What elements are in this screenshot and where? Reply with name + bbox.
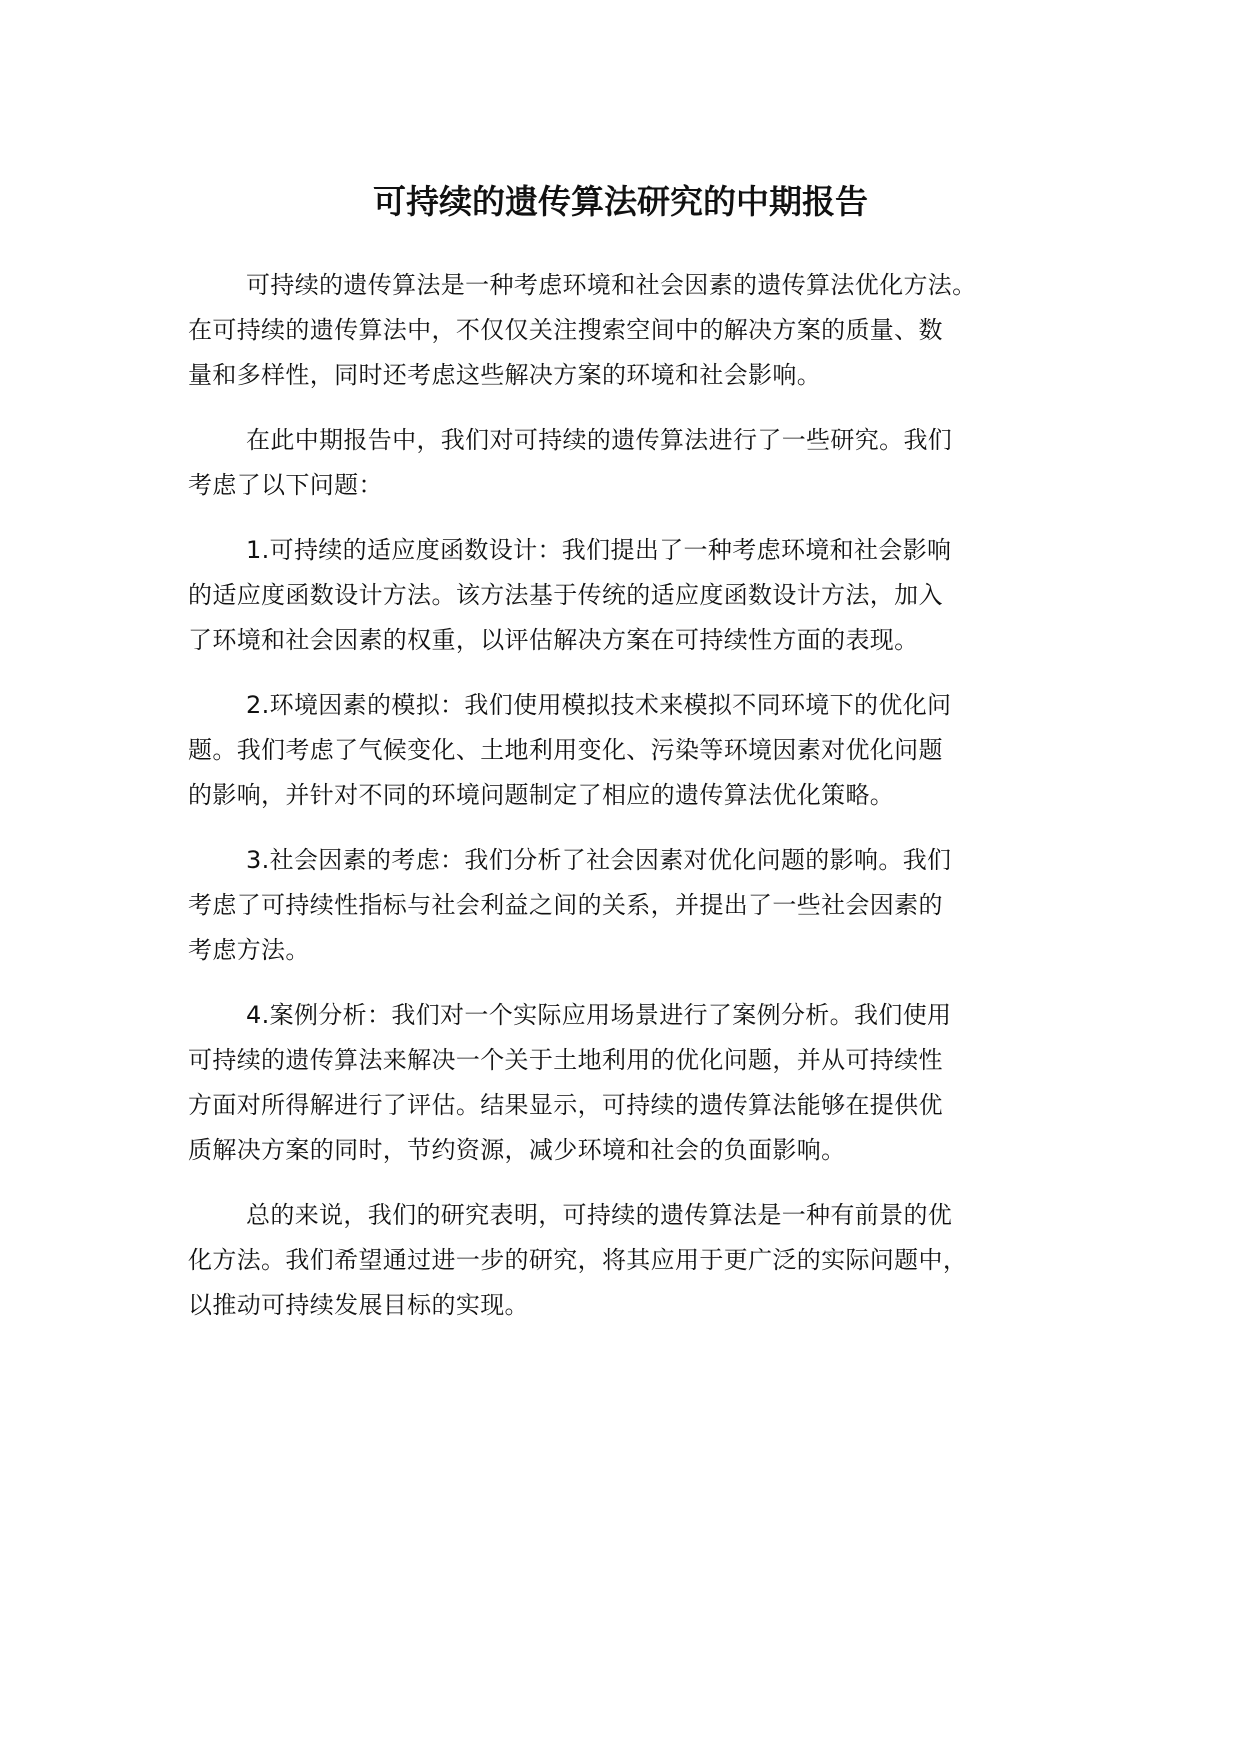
paragraph-line: 题。我们考虑了气候变化、土地利用变化、污染等环境因素对优化问题 — [188, 736, 943, 764]
paragraph-line: 在可持续的遗传算法中，不仅仅关注搜索空间中的解决方案的质量、数 — [188, 316, 943, 344]
paragraph-conclusion — [188, 1193, 1068, 1328]
paragraph-line: 在此中期报告中，我们对可持续的遗传算法进行了一些研究。我们 — [246, 426, 953, 454]
paragraph-line: 可持续的遗传算法是一种考虑环境和社会因素的遗传算法优化方法。 — [246, 271, 977, 299]
paragraph-line: 3.社会因素的考虑：我们分析了社会因素对优化问题的影响。我们 — [246, 846, 952, 874]
paragraph-case-study — [188, 993, 1068, 1173]
paragraph-line: 4.案例分析：我们对一个实际应用场景进行了案例分析。我们使用 — [246, 1001, 952, 1029]
paragraph-line: 化方法。我们希望通过进一步的研究，将其应用于更广泛的实际问题中， — [188, 1246, 968, 1274]
paragraph-environment-simulation — [188, 683, 1068, 818]
paragraph-line: 以推动可持续发展目标的实现。 — [188, 1291, 529, 1319]
document-body — [188, 263, 1068, 1348]
paragraph-line: 可持续的遗传算法来解决一个关于土地利用的优化问题，并从可持续性 — [188, 1046, 943, 1074]
paragraph-line: 的适应度函数设计方法。该方法基于传统的适应度函数设计方法，加入 — [188, 581, 943, 609]
paragraph-line: 的影响，并针对不同的环境问题制定了相应的遗传算法优化策略。 — [188, 781, 895, 809]
paragraph-report-scope — [188, 418, 1068, 508]
paragraph-fitness-design — [188, 528, 1068, 663]
paragraph-line: 方面对所得解进行了评估。结果显示，可持续的遗传算法能够在提供优 — [188, 1091, 943, 1119]
document-title: 可持续的遗传算法研究的中期报告 — [373, 182, 868, 221]
paragraph-intro — [188, 263, 1068, 398]
paragraph-line: 1.可持续的适应度函数设计：我们提出了一种考虑环境和社会影响 — [246, 536, 952, 564]
paragraph-line: 了环境和社会因素的权重，以评估解决方案在可持续性方面的表现。 — [188, 626, 919, 654]
paragraph-line: 质解决方案的同时，节约资源，减少环境和社会的负面影响。 — [188, 1136, 846, 1164]
paragraph-line: 考虑了以下问题： — [188, 471, 383, 499]
paragraph-social-factors — [188, 838, 1068, 973]
paragraph-line: 考虑方法。 — [188, 936, 310, 964]
paragraph-line: 2.环境因素的模拟：我们使用模拟技术来模拟不同环境下的优化问 — [246, 691, 952, 719]
paragraph-line: 考虑了可持续性指标与社会利益之间的关系，并提出了一些社会因素的 — [188, 891, 943, 919]
paragraph-line: 总的来说，我们的研究表明，可持续的遗传算法是一种有前景的优 — [246, 1201, 953, 1229]
paragraph-line: 量和多样性，同时还考虑这些解决方案的环境和社会影响。 — [188, 361, 822, 389]
